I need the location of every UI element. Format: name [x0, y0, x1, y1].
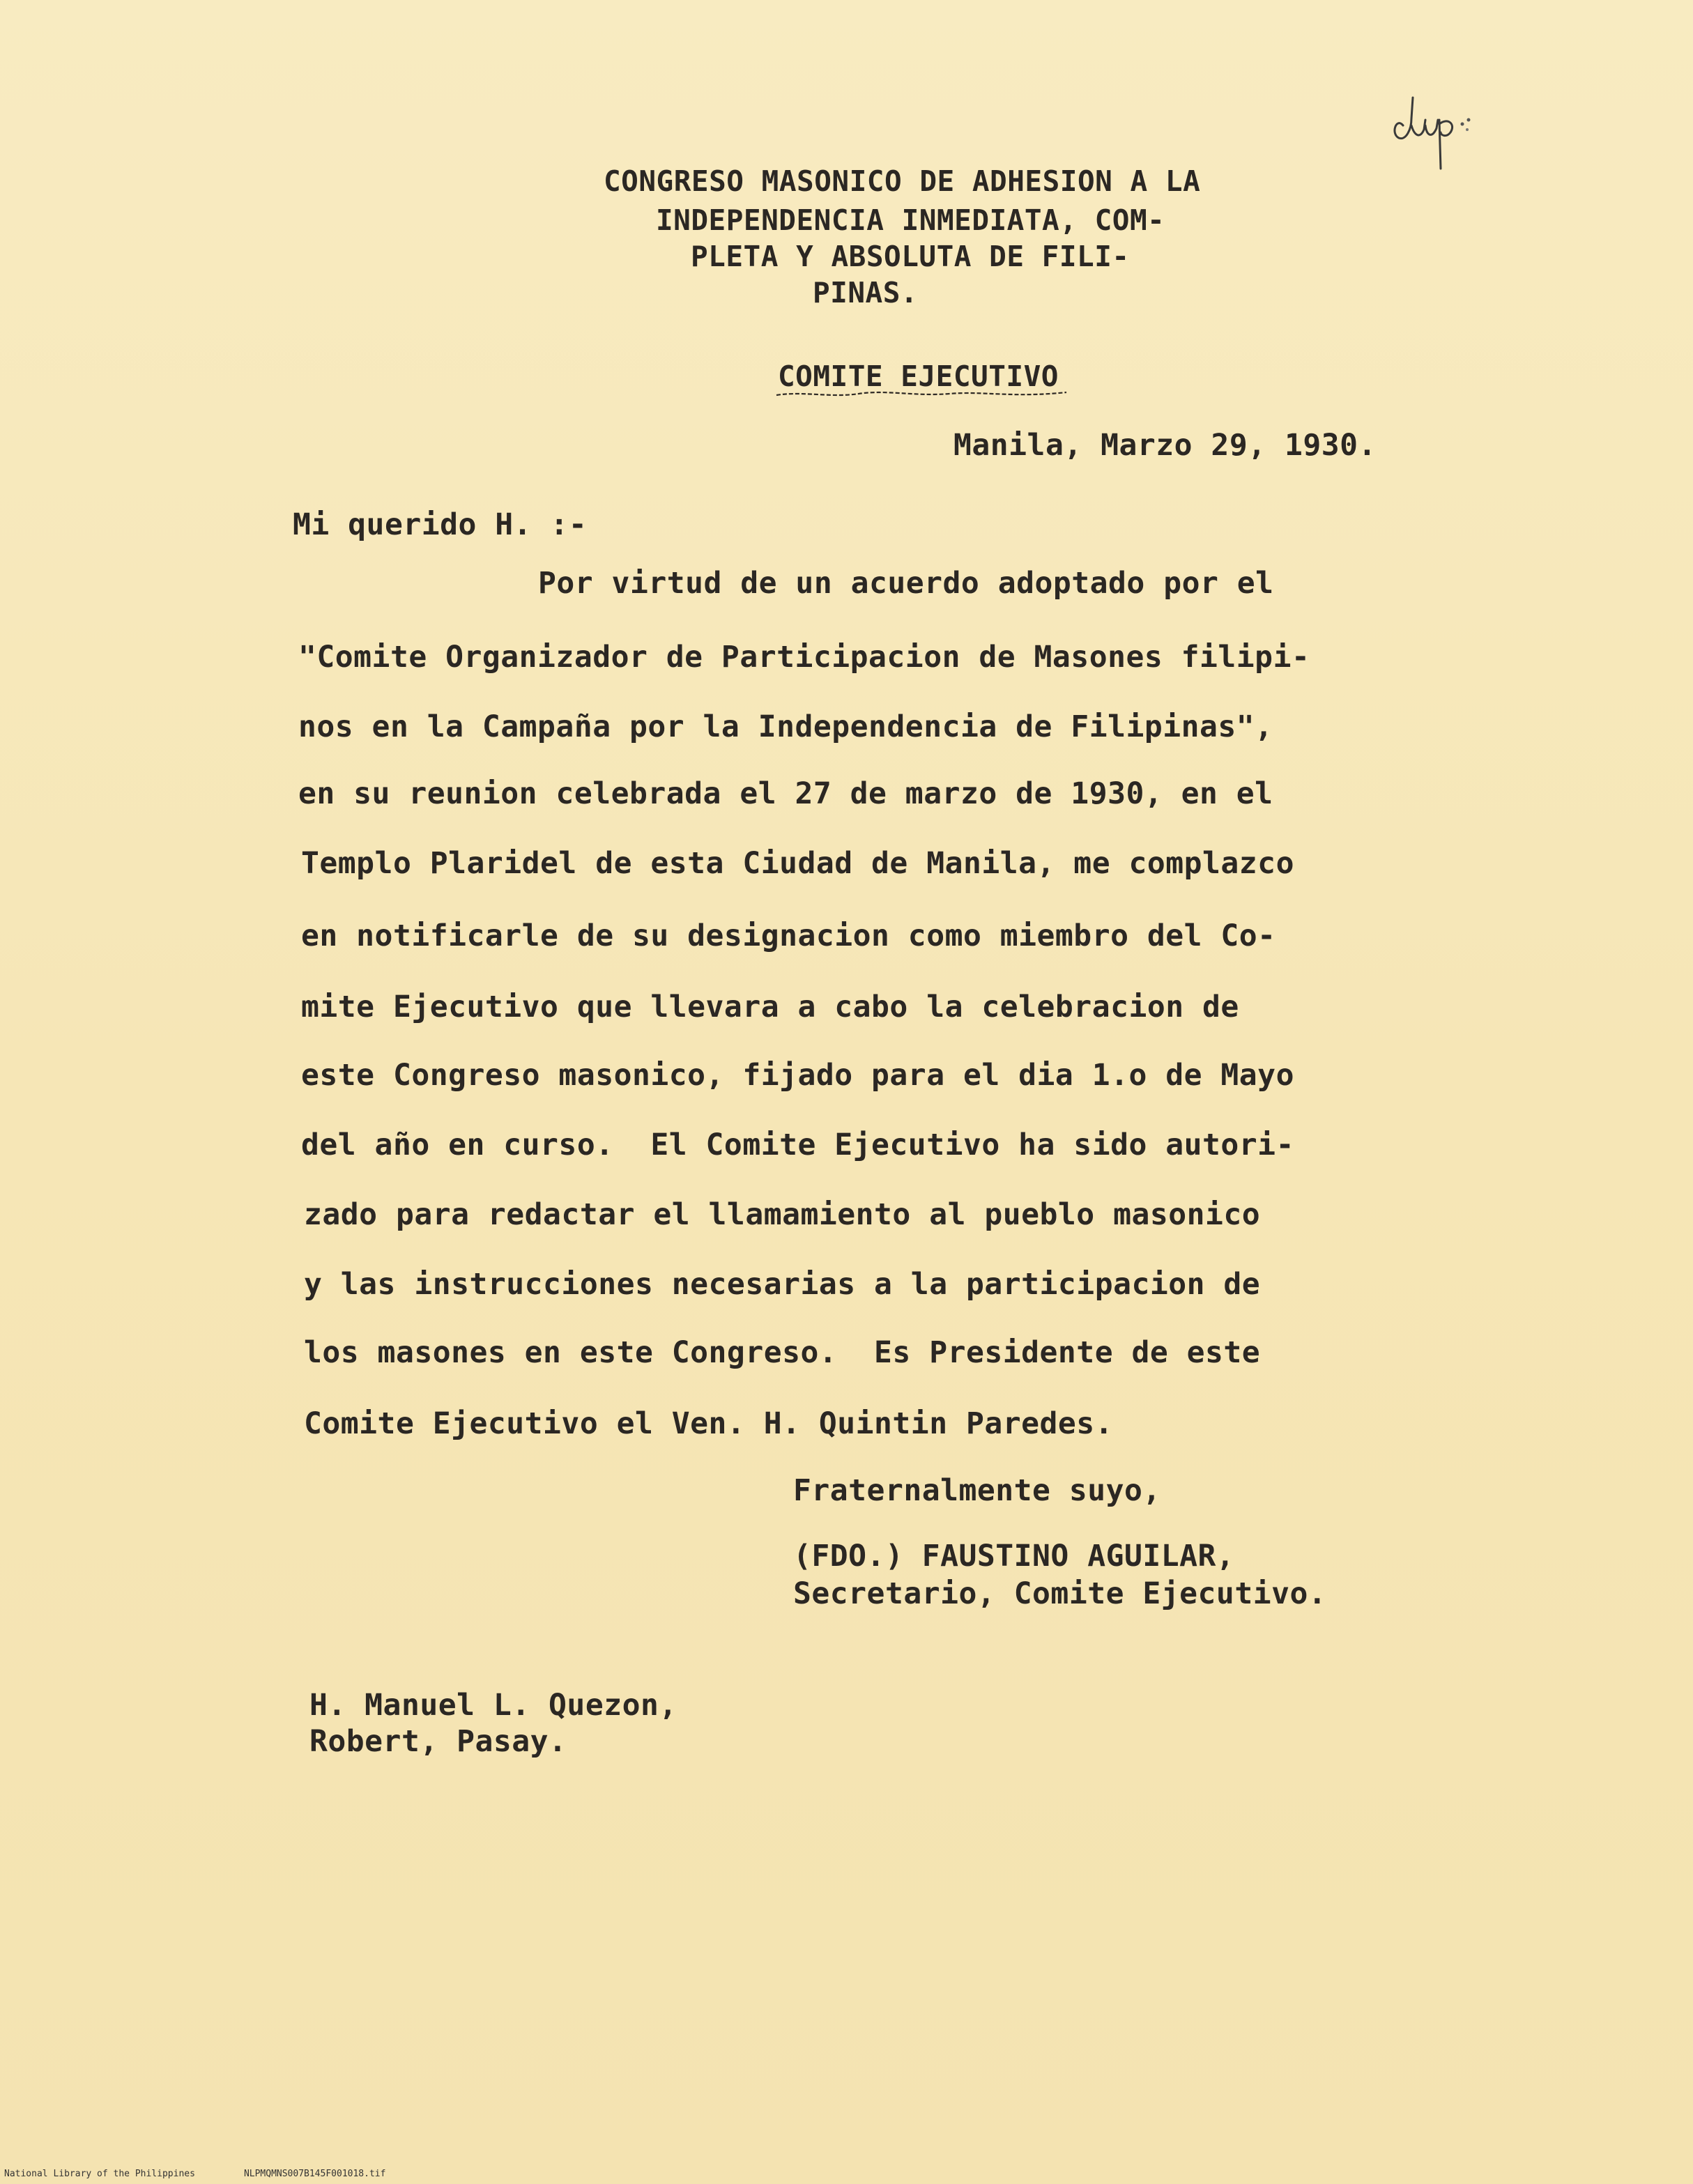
header-line-3: PLETA Y ABSOLUTA DE FILI- [691, 240, 1130, 273]
scan-footer [4, 2169, 385, 2179]
place-date: Manila, Marzo 29, 1930. [953, 428, 1377, 463]
body-line-4: en su reunion celebrada el 27 de marzo de 1930, en el [298, 776, 1273, 811]
body-line-3: nos en la Campaña por la Independencia de Filipinas", [298, 709, 1273, 744]
body-line-2: "Comite Organizador de Participacion de Masones filipi- [298, 640, 1310, 675]
body-line-9: del año en curso. El Comite Ejecutivo ha sido autori- [301, 1128, 1294, 1162]
addressee-address: Robert, Pasay. [309, 1724, 567, 1759]
body-line-6: en notificarle de su designacion como miembro del Co- [301, 918, 1276, 953]
body-line-8: este Congreso masonico, fijado para el dia 1.o de Mayo [301, 1058, 1294, 1093]
body-line-11: y las instrucciones necesarias a la participacion de [304, 1267, 1261, 1302]
closing: Fraternalmente suyo, [793, 1473, 1161, 1508]
handwritten-note-dup [1391, 84, 1495, 174]
header-line-1: CONGRESO MASONICO DE ADHESION A LA [604, 164, 1201, 198]
body-line-13: Comite Ejecutivo el Ven. H. Quintin Paredes. [304, 1406, 1114, 1441]
signer-title: Secretario, Comite Ejecutivo. [793, 1576, 1327, 1611]
body-line-12: los masones en este Congreso. Es Presidente de este [304, 1335, 1261, 1370]
header-line-4: PINAS. [813, 276, 919, 309]
body-line-7: mite Ejecutivo que llevara a cabo la celebracion de [301, 990, 1239, 1024]
body-line-5: Templo Plaridel de esta Ciudad de Manila, me complazco [301, 846, 1294, 881]
addressee-name: H. Manuel L. Quezon, [309, 1688, 677, 1723]
body-line-1: Por virtud de un acuerdo adoptado por el [538, 566, 1274, 601]
header-line-2: INDEPENDENCIA INMEDIATA, COM- [656, 203, 1165, 237]
body-line-10: zado para redactar el llamamiento al pueblo masonico [304, 1197, 1261, 1232]
footer-filename: NLPMQMNS007B145F001018.tif [243, 2169, 386, 2179]
signature: (FDO.) FAUSTINO AGUILAR, [793, 1539, 1235, 1574]
committee-title: COMITE EJECUTIVO [778, 360, 1059, 393]
salutation: Mi querido H. :- [293, 507, 588, 542]
committee-title-underline [775, 387, 1068, 403]
show-through-text [921, 479, 1308, 512]
footer-library: National Library of the Philippines [4, 2169, 195, 2179]
